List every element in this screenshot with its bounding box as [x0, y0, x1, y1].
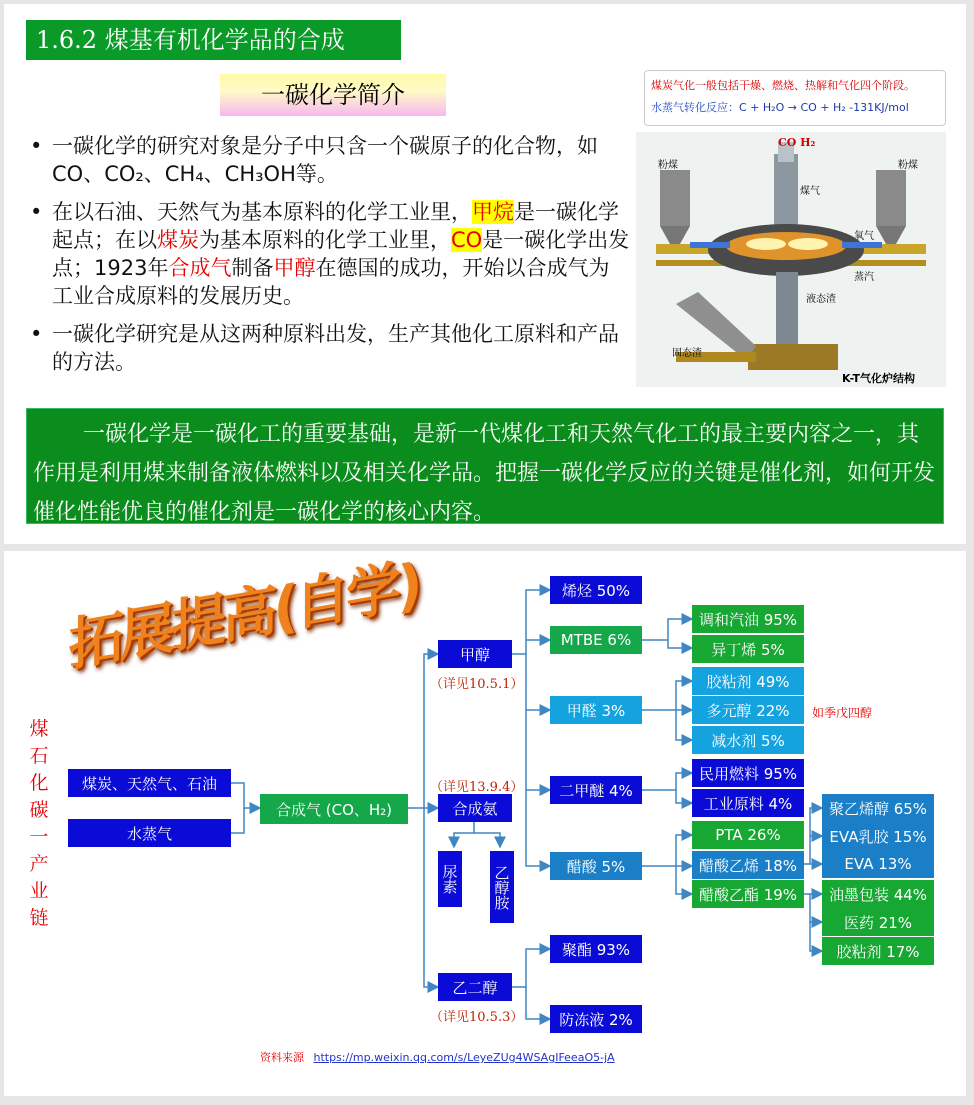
text-segment: 是一碳化学起点；在以: [52, 200, 619, 252]
highlight-co: CO: [451, 228, 483, 252]
node-ink-packaging: 油墨包装 44%: [822, 880, 934, 908]
node-mtbe: MTBE 6%: [550, 626, 642, 654]
bullet-three: [30, 320, 630, 376]
bullet-dot-icon: •: [30, 134, 43, 158]
node-adhesive-2: 胶粘剂 17%: [822, 937, 934, 965]
diagram-caption: K-T气化炉结构: [842, 372, 916, 385]
note-methanol-ref: （详见10.5.1）: [430, 677, 524, 692]
source-link[interactable]: https://mp.weixin.qq.com/s/LeyeZUg4WSAgIFeeaO5-jA: [313, 1051, 615, 1064]
note-glycol-ref: （详见10.5.3）: [430, 1010, 524, 1025]
note-pentaerythritol: 如季戊四醇: [812, 706, 873, 720]
node-ethanolamine: 乙醇胺: [490, 851, 514, 923]
node-formaldehyde: 甲醛 3%: [550, 696, 642, 724]
slide-subtitle: 一碳化学简介: [220, 74, 446, 116]
source-label: 资料来源: [260, 1051, 304, 1064]
node-polyol: 多元醇 22%: [692, 696, 804, 724]
node-pva: 聚乙烯醇 65%: [822, 794, 934, 822]
node-pta: PTA 26%: [692, 821, 804, 849]
red-coal: 煤炭: [157, 228, 199, 252]
diagram-liquid-slag-label: 液态渣: [806, 294, 836, 305]
text-segment: 为基本原料的化学工业里，: [199, 228, 451, 252]
bullet-dot-icon: •: [30, 200, 43, 224]
text-segment: 是一碳化学出发点；1923年: [52, 228, 630, 280]
node-adhesive: 胶粘剂 49%: [692, 667, 804, 695]
bullet-two: [30, 198, 630, 310]
diagram-oxygen-label: 氧气: [854, 231, 874, 242]
source-line: [260, 1049, 615, 1065]
note-ammonia-ref: （详见13.9.4）: [430, 780, 524, 795]
text-segment: 在以石油、天然气为基本原料的化学工业里，: [52, 200, 472, 224]
node-syngas: 合成气 (CO、H₂): [260, 794, 408, 824]
text-segment: 制备: [231, 256, 274, 280]
node-ethyl-acetate: 醋酸乙酯 19%: [692, 880, 804, 908]
diagram-gas-label: 煤气: [800, 186, 820, 197]
node-civil-fuel: 民用燃料 95%: [692, 759, 804, 787]
diagram-solid-slag-label: 固态渣: [672, 348, 702, 359]
node-vinyl-acetate: 醋酸乙烯 18%: [692, 851, 804, 879]
slide-two: [4, 551, 966, 1096]
node-blended-gasoline: 调和汽油 95%: [692, 605, 804, 633]
section-title: 1.6.2 煤基有机化学品的合成: [26, 20, 401, 60]
bullet-three-text: 一碳化学研究是从这两种原料出发，生产其他化工原料和产品的方法。: [52, 322, 619, 374]
diagram-steam-label: 蒸汽: [854, 272, 874, 283]
kt-gasifier-diagram: [636, 132, 946, 387]
node-medicine: 医药 21%: [822, 908, 934, 936]
node-eva: EVA 13%: [822, 850, 934, 878]
diagram-left-feed: 粉煤: [658, 160, 678, 171]
steam-reaction-line: [651, 97, 939, 119]
bullet-list: [30, 132, 630, 386]
text-segment: 在德国的成功，开始以合成气为工业合成原料的发展历史。: [52, 256, 610, 308]
wordart-title: 拓展提高(自学): [68, 551, 419, 680]
node-water-reducer: 减水剂 5%: [692, 726, 804, 754]
red-methanol: 甲醇: [273, 256, 316, 280]
bullet-one: [30, 132, 630, 188]
node-olefin: 烯烃 50%: [550, 576, 642, 604]
node-antifreeze: 防冻液 2%: [550, 1005, 642, 1033]
reaction-equation: C + H₂O → CO + H₂ -131KJ/mol: [739, 101, 909, 114]
node-glycol: 乙二醇: [438, 973, 512, 1001]
node-dme: 二甲醚 4%: [550, 776, 642, 804]
highlight-methane: 甲烷: [472, 200, 514, 224]
slide-one: [4, 4, 966, 544]
diagram-top-label: CO H₂: [778, 136, 816, 149]
node-steam: 水蒸气: [68, 819, 231, 847]
side-title: 煤石化碳一产业链: [29, 718, 49, 929]
node-eva-latex: EVA乳胶 15%: [822, 822, 934, 850]
bullet-dot-icon: •: [30, 322, 43, 346]
node-polyester: 聚酯 93%: [550, 935, 642, 963]
summary-box: 一碳化学是一碳化工的重要基础，是新一代煤化工和天然气化工的最主要内容之一，其作用是利用煤来制备液体燃料以及相关化学品。把握一碳化学反应的关键是催化剂，如何开发催化性能优良的催化剂是一碳化学的核心内容。: [26, 408, 944, 524]
node-raw-materials: 煤炭、天然气、石油: [68, 769, 231, 797]
gasification-stages-text: 煤炭气化一般包括干燥、燃烧、热解和气化四个阶段。: [651, 79, 915, 92]
node-industrial-raw: 工业原料 4%: [692, 789, 804, 817]
node-ammonia: 合成氨: [438, 794, 512, 822]
node-methanol: 甲醇: [438, 640, 512, 668]
red-syngas: 合成气: [168, 256, 232, 280]
diagram-right-feed: 粉煤: [898, 160, 918, 171]
bullet-one-text: 一碳化学的研究对象是分子中只含一个碳原子的化合物，如CO、CO₂、CH₄、CH₃OH等。: [52, 134, 598, 186]
bullet-two-text: [52, 198, 630, 310]
gasification-info-box: [644, 70, 946, 126]
node-isobutene: 异丁烯 5%: [692, 635, 804, 663]
reaction-label: 水蒸气转化反应：: [651, 101, 739, 114]
node-acetic-acid: 醋酸 5%: [550, 852, 642, 880]
node-urea: 尿素: [438, 851, 462, 907]
